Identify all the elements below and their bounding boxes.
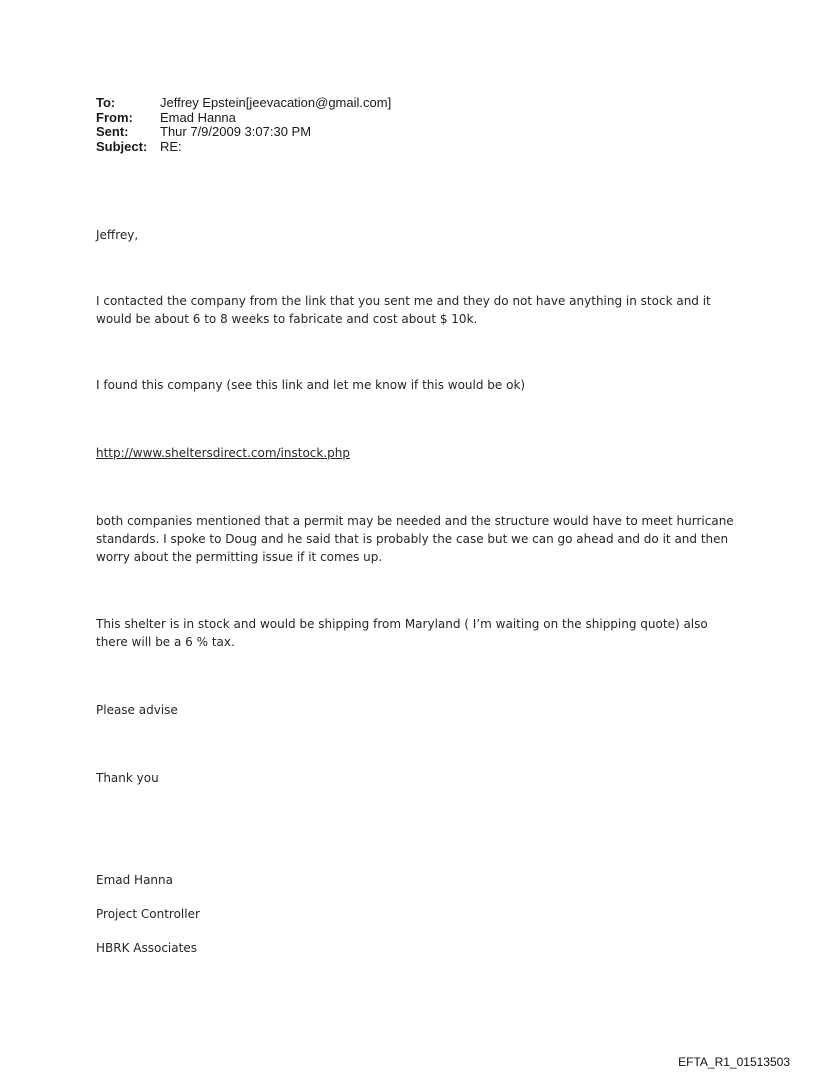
body-paragraph-6: Thank you xyxy=(96,771,159,785)
subject-row xyxy=(96,140,391,155)
from-value: Emad Hanna xyxy=(160,109,236,125)
sent-value: Thur 7/9/2009 3:07:30 PM xyxy=(160,124,312,139)
email-header xyxy=(96,96,391,154)
sent-label: Sent: xyxy=(96,124,129,139)
body-paragraph-3: both companies mentioned that a permit may be needed and the structure would have to meet hurricane standards. I spoke to Doug and he said that is probably the case but we can go ahead and do it and then worry about the permitting issue if it comes up. xyxy=(96,514,734,564)
body-paragraph-2: I found this company (see this link and let me know if this would be ok) xyxy=(96,378,526,392)
signature-company: HBRK Associates xyxy=(96,941,197,955)
from-row xyxy=(96,111,391,126)
greeting: Jeffrey, xyxy=(96,228,139,242)
to-row xyxy=(96,96,391,111)
signature-name: Emad Hanna xyxy=(96,873,173,887)
to-value: Jeffrey Epstein[jeevacation@gmail.com] xyxy=(160,95,392,110)
subject-label: Subject: xyxy=(96,138,148,154)
link-paragraph xyxy=(96,444,736,462)
signature-title: Project Controller xyxy=(96,907,200,921)
sent-row xyxy=(96,125,391,140)
to-label: To: xyxy=(96,95,116,110)
body-paragraph-1: I contacted the company from the link that you sent me and they do not have anything in stock and it would be about 6 to 8 weeks to fabricate and cost about $ 10k. xyxy=(96,294,711,326)
subject-value: RE: xyxy=(160,138,182,154)
body-paragraph-4: This shelter is in stock and would be shipping from Maryland ( I’m waiting on the shipping quote) also there will be a 6 % tax. xyxy=(96,617,708,649)
document-id: EFTA_R1_01513503 xyxy=(678,1055,790,1069)
from-label: From: xyxy=(96,109,133,125)
body-paragraph-5: Please advise xyxy=(96,703,178,717)
shelters-link[interactable]: http://www.sheltersdirect.com/instock.php xyxy=(96,446,350,460)
